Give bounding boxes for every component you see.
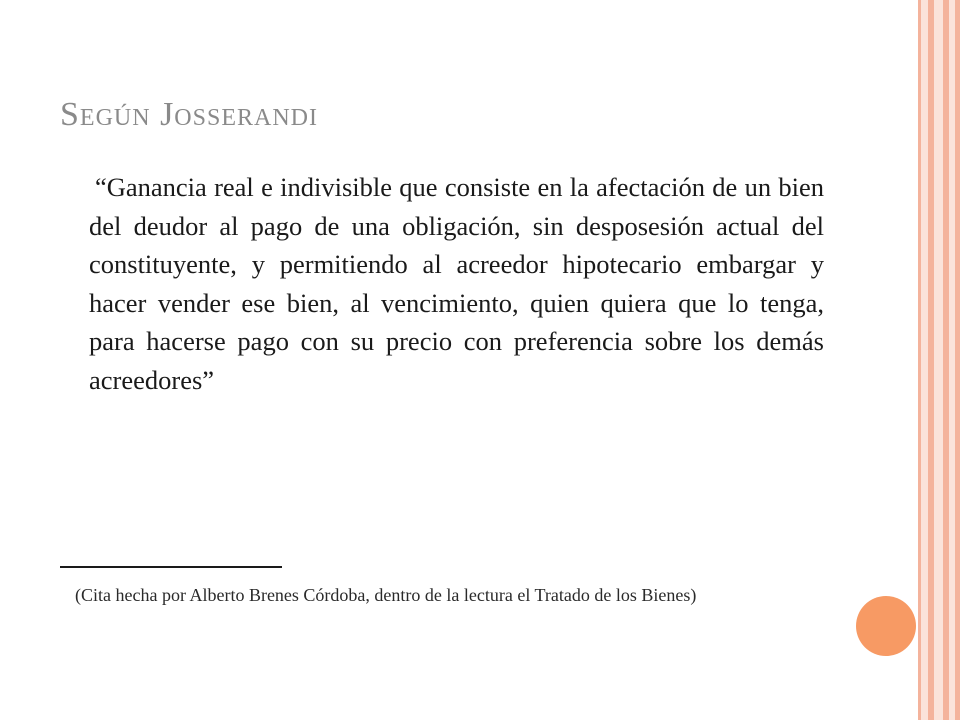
border-stripe [928,0,934,720]
footnote-divider [60,566,282,568]
quote-text: “Ganancia real e indivisible que consiste en la afectación de un bien del deudor al pago de una obligación, sin desposesión actual del constituyente, y permitiendo al acreedor hipotecario embargar y hacer vender ese bien, al vencimiento, quien quiera que lo tenga, para hacerse pago con su precio con preferencia sobre los demás acreedores” [89,172,824,395]
accent-circle [856,596,916,656]
border-stripe [943,0,949,720]
right-border-panel [918,0,960,720]
slide-title: Según Josserandi [60,96,318,133]
border-stripe [918,0,921,720]
citation-text: (Cita hecha por Alberto Brenes Córdoba, dentro de la lectura el Tratado de los Bienes) [75,585,697,605]
border-stripe [955,0,960,720]
